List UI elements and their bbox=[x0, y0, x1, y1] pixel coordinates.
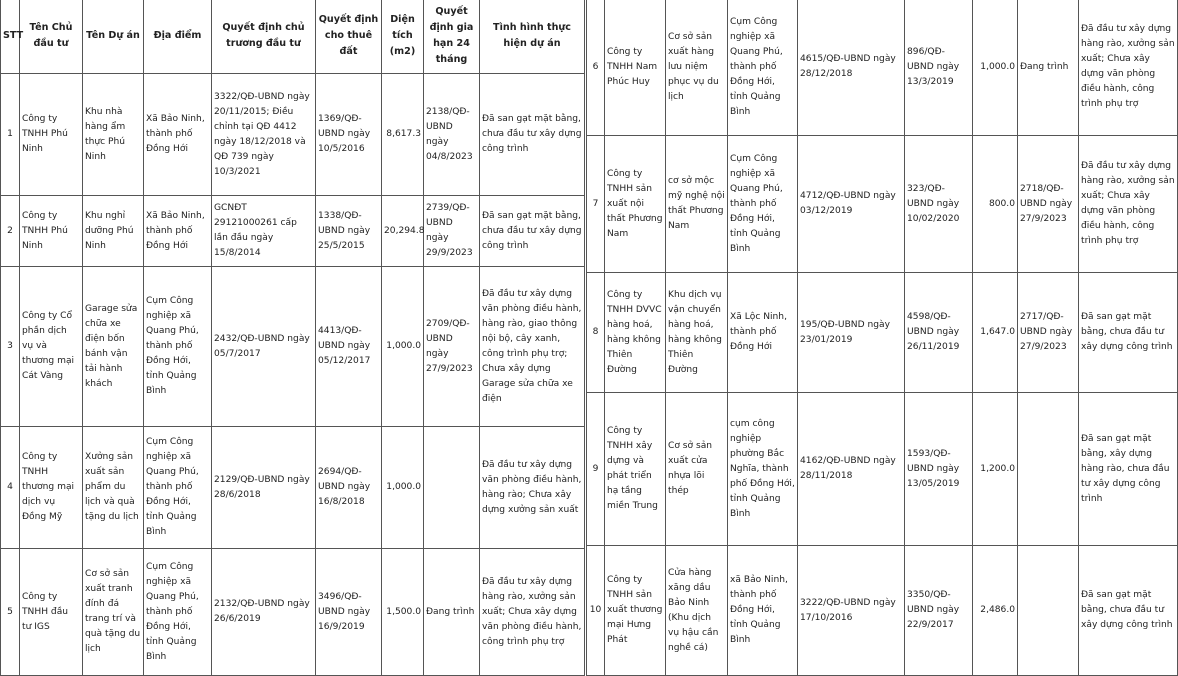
header-extension-decision: Quyết định gia hạn 24 tháng bbox=[424, 0, 480, 74]
stt-cell: 9 bbox=[587, 393, 605, 546]
area-cell: 8,617.3 bbox=[382, 74, 424, 196]
header-project: Tên Dự án bbox=[83, 0, 144, 74]
projects-table-left bbox=[0, 0, 585, 676]
location-cell: Cụm Công nghiệp xã Quang Phú, thành phố Đồng Hới, tỉnh Quảng Bình bbox=[728, 0, 798, 136]
table-row bbox=[1, 74, 585, 196]
stt-cell: 4 bbox=[1, 427, 20, 549]
policy-decision-cell: 2432/QĐ-UBND ngày 05/7/2017 bbox=[212, 267, 316, 427]
owner-cell: Công ty TNHH Phú Ninh bbox=[20, 74, 83, 196]
header-location: Địa điểm bbox=[144, 0, 212, 74]
location-cell: cụm công nghiệp phường Bắc Nghĩa, thành phố Đồng Hới, tỉnh Quảng Bình bbox=[728, 393, 798, 546]
lease-decision-cell: 4598/QĐ-UBND ngày 26/11/2019 bbox=[905, 273, 973, 393]
project-cell: Cơ sở sản xuất tranh đính đá trang trí và quà tặng du lịch bbox=[83, 549, 144, 676]
project-cell: Garage sửa chữa xe điện bốn bánh vận tải hành khách bbox=[83, 267, 144, 427]
header-lease-decision: Quyết định cho thuê đất bbox=[316, 0, 382, 74]
location-cell: Cụm Công nghiệp xã Quang Phú, thành phố Đồng Hới, tỉnh Quảng Bình bbox=[728, 136, 798, 273]
stt-cell: 1 bbox=[1, 74, 20, 196]
project-cell: cơ sở mộc mỹ nghệ nội thất Phương Nam bbox=[666, 136, 728, 273]
lease-decision-cell: 896/QĐ-UBND ngày 13/3/2019 bbox=[905, 0, 973, 136]
lease-decision-cell: 4413/QĐ-UBND ngày 05/12/2017 bbox=[316, 267, 382, 427]
area-cell: 2,486.0 bbox=[973, 546, 1018, 676]
policy-decision-cell: 195/QĐ-UBND ngày 23/01/2019 bbox=[798, 273, 905, 393]
status-cell: Đã san gạt mặt bằng, chưa đầu tư xây dựng công trình bbox=[1079, 273, 1178, 393]
header-policy-decision: Quyết định chủ trương đầu tư bbox=[212, 0, 316, 74]
stt-cell: 7 bbox=[587, 136, 605, 273]
stt-cell: 6 bbox=[587, 0, 605, 136]
location-cell: Xã Bảo Ninh, thành phố Đồng Hới bbox=[144, 196, 212, 267]
status-cell: Đã san gạt mặt bằng, chưa đầu tư xây dựng công trình bbox=[480, 196, 585, 267]
extension-decision-cell: Đang trình bbox=[1018, 0, 1079, 136]
area-cell: 1,647.0 bbox=[973, 273, 1018, 393]
owner-cell: Công ty TNHH xây dựng và phát triển hạ tầng miền Trung bbox=[605, 393, 666, 546]
stt-cell: 10 bbox=[587, 546, 605, 676]
status-cell: Đã đầu tư xây dựng văn phòng điều hành, hàng rào; Chưa xây dựng xưởng sản xuất bbox=[480, 427, 585, 549]
status-cell: Đã đầu tư xây dựng hàng rào, xưởng sản xuất; Chưa xây dựng văn phòng điều hành, công trình phụ trợ bbox=[1079, 136, 1178, 273]
extension-decision-cell: 2718/QĐ-UBND ngày 27/9/2023 bbox=[1018, 136, 1079, 273]
stt-cell: 5 bbox=[1, 549, 20, 676]
table-row bbox=[587, 0, 1178, 136]
lease-decision-cell: 3350/QĐ-UBND ngày 22/9/2017 bbox=[905, 546, 973, 676]
area-cell: 1,000.0 bbox=[973, 0, 1018, 136]
extension-decision-cell: 2717/QĐ-UBND ngày 27/9/2023 bbox=[1018, 273, 1079, 393]
area-cell: 1,000.0 bbox=[382, 267, 424, 427]
area-cell: 1,000.0 bbox=[382, 427, 424, 549]
header-stt: STT bbox=[1, 0, 20, 74]
projects-table-right bbox=[586, 0, 1178, 676]
location-cell: xã Bảo Ninh, thành phố Đồng Hới, tỉnh Quảng Bình bbox=[728, 546, 798, 676]
policy-decision-cell: 4615/QĐ-UBND ngày 28/12/2018 bbox=[798, 0, 905, 136]
policy-decision-cell: 2132/QĐ-UBND ngày 26/6/2019 bbox=[212, 549, 316, 676]
table-row bbox=[1, 427, 585, 549]
policy-decision-cell: 3322/QĐ-UBND ngày 20/11/2015; Điều chỉnh tại QĐ 4412 ngày 18/12/2018 và QĐ 739 ngày 10/3/2021 bbox=[212, 74, 316, 196]
owner-cell: Công ty TNHH thương mại dịch vụ Đồng Mỹ bbox=[20, 427, 83, 549]
lease-decision-cell: 1369/QĐ-UBND ngày 10/5/2016 bbox=[316, 74, 382, 196]
location-cell: Xã Bảo Ninh, thành phố Đồng Hới bbox=[144, 74, 212, 196]
project-cell: Cơ sở sản xuất hàng lưu niệm phục vụ du lịch bbox=[666, 0, 728, 136]
owner-cell: Công ty TNHH Phú Ninh bbox=[20, 196, 83, 267]
area-cell: 20,294.8 bbox=[382, 196, 424, 267]
project-cell: Khu nghỉ dưỡng Phú Ninh bbox=[83, 196, 144, 267]
owner-cell: Công ty TNHH DVVC hàng hoá, hàng không Thiên Đường bbox=[605, 273, 666, 393]
header-owner: Tên Chủ đầu tư bbox=[20, 0, 83, 74]
extension-decision-cell: 2739/QĐ-UBND ngày 29/9/2023 bbox=[424, 196, 480, 267]
policy-decision-cell: 4712/QĐ-UBND ngày 03/12/2019 bbox=[798, 136, 905, 273]
extension-decision-cell bbox=[424, 427, 480, 549]
owner-cell: Công ty TNHH sản xuất nội thất Phương Nam bbox=[605, 136, 666, 273]
area-cell: 800.0 bbox=[973, 136, 1018, 273]
location-cell: Cụm Công nghiệp xã Quang Phú, thành phố Đồng Hới, tỉnh Quảng Bình bbox=[144, 267, 212, 427]
lease-decision-cell: 3496/QĐ-UBND ngày 16/9/2019 bbox=[316, 549, 382, 676]
policy-decision-cell: 3222/QĐ-UBND ngày 17/10/2016 bbox=[798, 546, 905, 676]
status-cell: Đã san gạt mặt bằng, xây dựng hàng rào, chưa đầu tư xây dựng công trình bbox=[1079, 393, 1178, 546]
table-row bbox=[1, 549, 585, 676]
header-row bbox=[1, 0, 585, 74]
extension-decision-cell: 2709/QĐ-UBND ngày 27/9/2023 bbox=[424, 267, 480, 427]
status-cell: Đã đầu tư xây dựng hàng rào, xưởng sản xuất; Chưa xây dựng văn phòng điều hành, công trình phụ trợ bbox=[480, 549, 585, 676]
table-row bbox=[1, 196, 585, 267]
extension-decision-cell: 2138/QĐ-UBND ngày 04/8/2023 bbox=[424, 74, 480, 196]
lease-decision-cell: 323/QĐ-UBND ngày 10/02/2020 bbox=[905, 136, 973, 273]
location-cell: Xã Lộc Ninh, thành phố Đồng Hới bbox=[728, 273, 798, 393]
table-row bbox=[587, 136, 1178, 273]
policy-decision-cell: 2129/QĐ-UBND ngày 28/6/2018 bbox=[212, 427, 316, 549]
status-cell: Đã đầu tư xây dựng hàng rào, xưởng sản xuất; Chưa xây dựng văn phòng điều hành, công trình phụ trợ bbox=[1079, 0, 1178, 136]
policy-decision-cell: 4162/QĐ-UBND ngày 28/11/2018 bbox=[798, 393, 905, 546]
owner-cell: Công ty Cổ phần dịch vụ và thương mại Cát Vàng bbox=[20, 267, 83, 427]
project-cell: Khu dịch vụ vận chuyển hàng hoá, hàng không Thiên Đường bbox=[666, 273, 728, 393]
extension-decision-cell bbox=[1018, 546, 1079, 676]
header-area: Diện tích (m2) bbox=[382, 0, 424, 74]
lease-decision-cell: 1593/QĐ-UBND ngày 13/05/2019 bbox=[905, 393, 973, 546]
location-cell: Cụm Công nghiệp xã Quang Phú, thành phố Đồng Hới, tỉnh Quảng Bình bbox=[144, 549, 212, 676]
project-cell: Xưởng sản xuất sản phẩm du lịch và quà tặng du lịch bbox=[83, 427, 144, 549]
stt-cell: 3 bbox=[1, 267, 20, 427]
header-status: Tình hình thực hiện dự án bbox=[480, 0, 585, 74]
area-cell: 1,200.0 bbox=[973, 393, 1018, 546]
location-cell: Cụm Công nghiệp xã Quang Phú, thành phố Đồng Hới, tỉnh Quảng Bình bbox=[144, 427, 212, 549]
project-cell: Khu nhà hàng ẩm thực Phú Ninh bbox=[83, 74, 144, 196]
project-cell: Cơ sở sản xuất cửa nhựa lõi thép bbox=[666, 393, 728, 546]
lease-decision-cell: 1338/QĐ-UBND ngày 25/5/2015 bbox=[316, 196, 382, 267]
stt-cell: 2 bbox=[1, 196, 20, 267]
table-row bbox=[587, 393, 1178, 546]
table-row bbox=[1, 267, 585, 427]
status-cell: Đã san gạt mặt bằng, chưa đầu tư xây dựng công trình bbox=[1079, 546, 1178, 676]
owner-cell: Công ty TNHH đầu tư IGS bbox=[20, 549, 83, 676]
extension-decision-cell: Đang trình bbox=[424, 549, 480, 676]
table-row bbox=[587, 546, 1178, 676]
table-row bbox=[587, 273, 1178, 393]
owner-cell: Công ty TNHH sản xuất thương mại Hưng Phát bbox=[605, 546, 666, 676]
lease-decision-cell: 2694/QĐ-UBND ngày 16/8/2018 bbox=[316, 427, 382, 549]
area-cell: 1,500.0 bbox=[382, 549, 424, 676]
owner-cell: Công ty TNHH Nam Phúc Huy bbox=[605, 0, 666, 136]
extension-decision-cell bbox=[1018, 393, 1079, 546]
status-cell: Đã san gạt mặt bằng, chưa đầu tư xây dựng công trình bbox=[480, 74, 585, 196]
stt-cell: 8 bbox=[587, 273, 605, 393]
project-cell: Cửa hàng xăng dầu Bảo Ninh (Khu dịch vụ hậu cần nghề cá) bbox=[666, 546, 728, 676]
policy-decision-cell: GCNĐT 29121000261 cấp lần đầu ngày 15/8/2014 bbox=[212, 196, 316, 267]
status-cell: Đã đầu tư xây dựng văn phòng điều hành, hàng rào, giao thông nội bộ, cây xanh, công trình phụ trợ; Chưa xây dựng Garage sửa chữa xe điện bbox=[480, 267, 585, 427]
